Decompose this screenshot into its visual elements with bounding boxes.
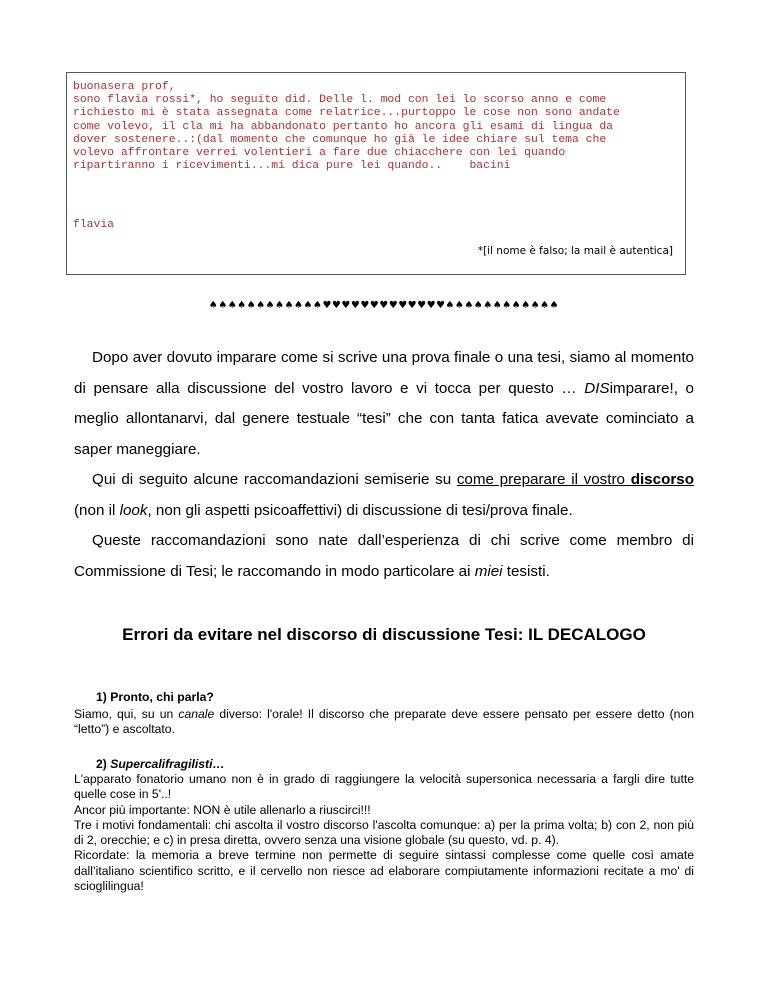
item-1-title: 1) Pronto, chi parla? [96, 690, 214, 704]
email-signature: flavia [73, 219, 115, 231]
item-1-body: Siamo, qui, su un canale diverso: l'orale! Il discorso che preparate deve essere pensato per essere detto (non “letto”) e ascoltato. [74, 707, 694, 737]
item-2-body [74, 772, 694, 894]
item-2-title: 2) Supercalifragilisti… [96, 757, 225, 771]
intro-paragraph-2: Qui di seguito alcune raccomandazioni semiserie su come preparare il vostro discorso (non il look, non gli aspetti psicoaffettivi) di discussione di tesi/prova finale. [74, 471, 694, 519]
ornamental-divider: ♠♠♠♠♠♠♠♠♠♠♠♠♥♥♥♥♥♥♥♥♥♥♥♥♥♠♠♠♠♠♠♠♠♠♠♠♠ [208, 300, 560, 311]
section-heading: Errori da evitare nel discorso di discussione Tesi: IL DECALOGO [122, 625, 646, 644]
item-2-line: Ancor più importante: NON è utile allenarlo a riuscirci!!! [74, 802, 371, 817]
item-2-line: L'apparato fonatorio umano non è in grado di raggiungere la velocità supersonica necessaria a fargli dire tutte quelle cose in 5'..! [74, 772, 694, 802]
intro-paragraph-1: Dopo aver dovuto imparare come si scrive una prova finale o una tesi, siamo al momento di pensare alla discussione del vostro lavoro e vi tocca per questo … DISimparare!, o meglio allontanarvi, dal genere testuale “tesi” che con tanta fatica avevate cominciato a saper maneggiare. [74, 349, 694, 458]
intro-paragraph-3: Queste raccomandazioni sono nate dall’esperienza di chi scrive come membro di Commissione di Tesi; le raccomando in modo particolare ai miei tesisti. [74, 532, 694, 580]
email-footnote: *[il nome è falso; la mail è autentica] [477, 245, 673, 257]
item-2-line: Tre i motivi fondamentali: chi ascolta il vostro discorso l'ascolta comunque: a) per la prima volta; b) con 2, non più di 2, orecchie; e c) in presa diretta, ovvero senza una visione globale (su questo, vd. p. 4). [74, 817, 694, 848]
item-2-line: Ricordate: la memoria a breve termine non permette di seguire sintassi complesse come quelle così amate dall’italiano scientifico scritto, e il cervello non riesce ad elaborare compiutamente informazioni recitate a mo' di scioglilingua! [74, 848, 694, 894]
email-body: buonasera prof, sono flavia rossi*, ho seguito did. Delle l. mod con lei lo scorso anno e come richiesto mi è stata assegnata come relatrice...purtoppo le cose non sono andate come volevo, il cla mi ha abbandonato pertanto ho ancora gli esami di lingua da dover sostenere..:(dal momento che comunque ho già le idee chiare sul tema che volevo affrontare verrei volentieri a fare due chiacchere con lei quando ripartiranno i ricevimenti...mi dica pure lei quando.. bacini [73, 81, 620, 173]
quoted-email-box [66, 72, 686, 275]
